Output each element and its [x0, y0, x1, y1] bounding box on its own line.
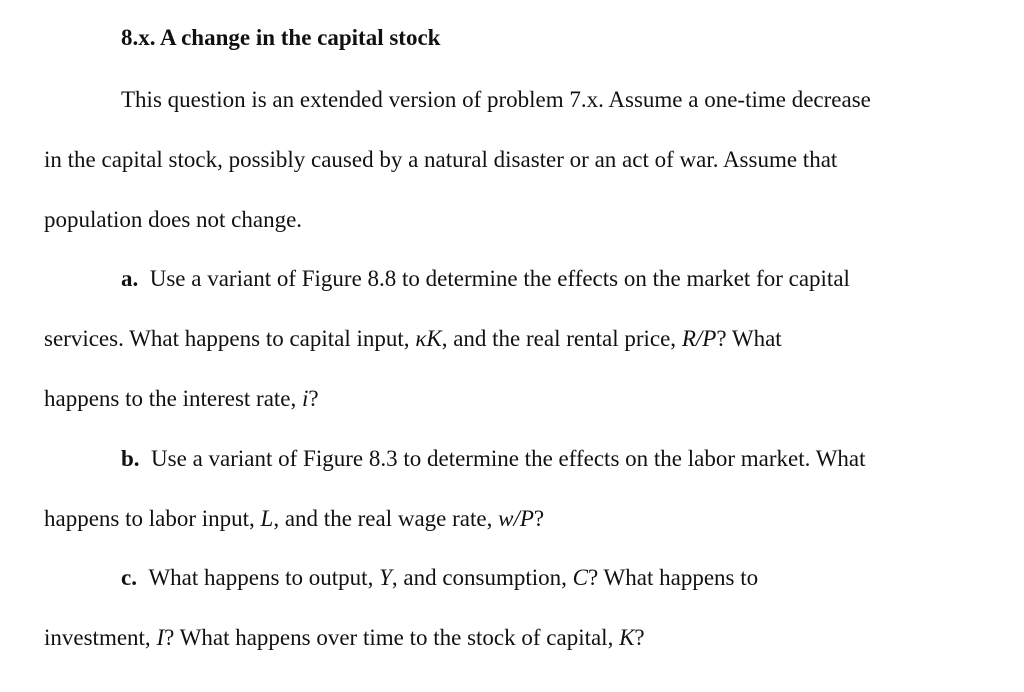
part-c-line-2	[44, 625, 645, 651]
part-b-line-1	[121, 446, 866, 472]
part-c-text-2a: investment,	[44, 625, 157, 650]
intro-line-1: This question is an extended version of problem 7.x. Assume a one-time decrease	[121, 87, 871, 112]
capital-stock-symbol: K	[619, 625, 635, 650]
part-b-text-2a: happens to labor input,	[44, 506, 261, 531]
part-a-text-3b: ?	[308, 386, 319, 411]
rental-price-symbol: R/P	[681, 326, 717, 351]
consumption-symbol: C	[572, 565, 589, 590]
capital-input-symbol: κK	[415, 326, 442, 351]
part-c-text-1a: What happens to output,	[148, 565, 380, 590]
part-b-text-2c: ?	[533, 506, 545, 531]
intro-line-2: in the capital stock, possibly caused by a natural disaster or an act of war. Assume that	[44, 147, 838, 172]
part-b-marker: b.	[121, 446, 140, 471]
problem-heading: 8.x. A change in the capital stock	[121, 25, 441, 50]
part-a-line-2	[44, 326, 782, 352]
part-b-text-2b: , and the real wage rate,	[273, 506, 499, 531]
part-a-text-2b: , and the real rental price,	[441, 326, 682, 351]
part-c-text-1c: ? What happens to	[588, 565, 759, 590]
real-wage-symbol: w/P	[498, 506, 534, 531]
part-c-text-2c: ?	[634, 625, 645, 650]
labor-input-symbol: L	[260, 506, 274, 531]
part-a-text-2a: services. What happens to capital input,	[44, 326, 416, 351]
part-a-text-2c: ? What	[716, 326, 782, 351]
part-a-marker: a.	[121, 266, 139, 291]
part-a-text-1: Use a variant of Figure 8.8 to determine the effects on the market for capital	[149, 266, 850, 291]
part-b-text-1: Use a variant of Figure 8.3 to determine the effects on the labor market. What	[151, 446, 866, 471]
part-b-line-2	[44, 506, 544, 532]
part-a-text-3a: happens to the interest rate,	[44, 386, 303, 411]
part-c-text-1b: , and consumption,	[391, 565, 573, 590]
output-symbol: Y	[379, 565, 392, 590]
intro-line-3: population does not change.	[44, 207, 303, 232]
interest-rate-symbol: i	[302, 386, 309, 411]
part-c-text-2b: ? What happens over time to the stock of capital,	[164, 625, 620, 650]
part-c-line-1	[121, 565, 758, 591]
investment-symbol: I	[156, 625, 165, 650]
part-c-marker: c.	[121, 565, 137, 590]
part-a-line-3	[44, 386, 319, 412]
part-a-line-1	[121, 266, 850, 292]
